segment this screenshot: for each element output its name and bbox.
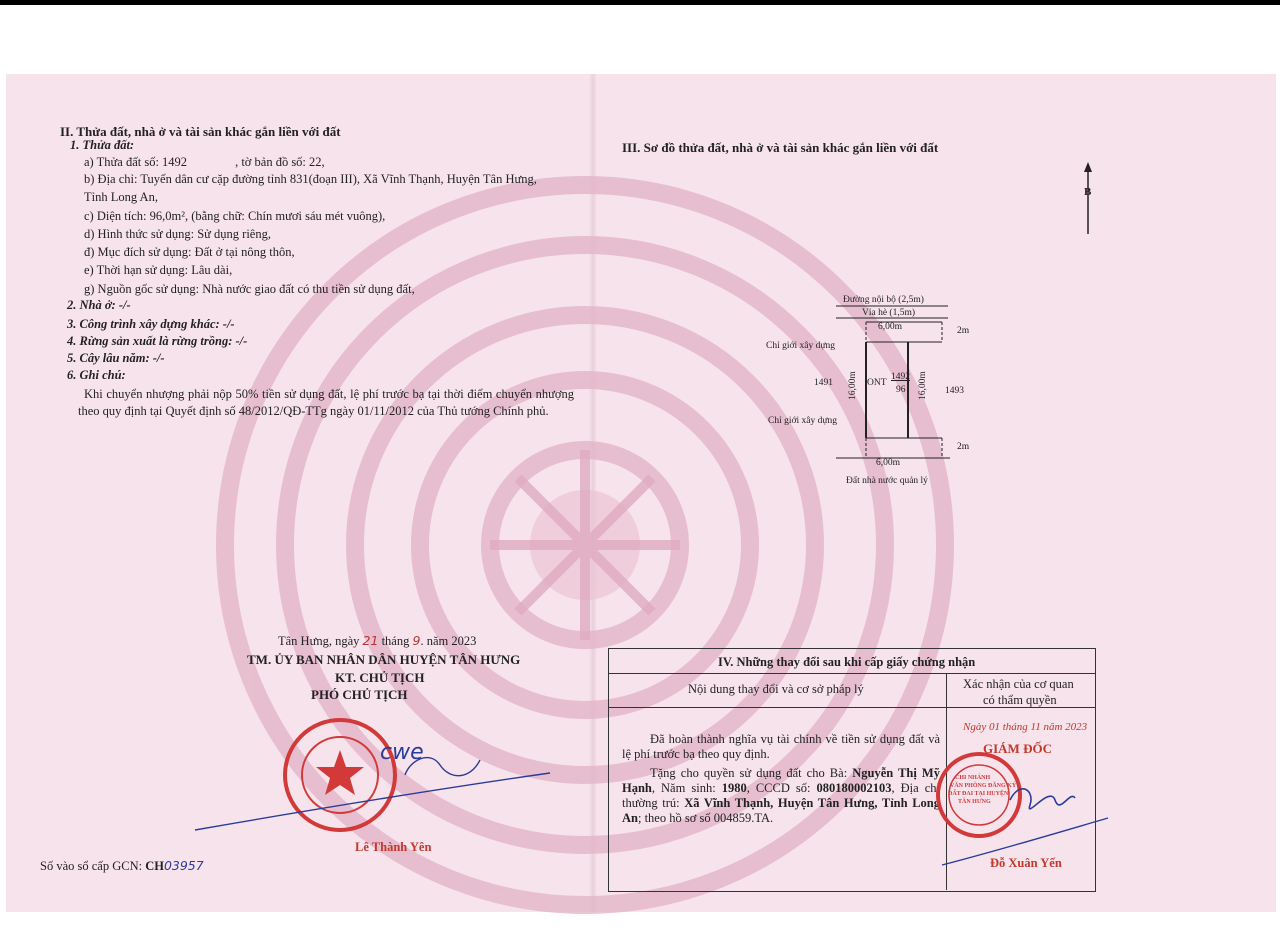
parcel-number — [84, 155, 325, 170]
address-line-1: b) Địa chỉ: Tuyến dân cư cặp đường tỉnh 831(đoạn III), Xã Vĩnh Thạnh, Huyện Tân Hưng, — [84, 172, 537, 186]
recipient-address: Xã Vĩnh Thạnh, Huyện Tân Hưng, Tỉnh Long An — [622, 796, 940, 825]
notes-body: Khi chuyển nhượng phải nộp 50% tiền sử dụng đất, lệ phí trước bạ tại thời điểm chuyển nhượng theo quy định tại Quyết định số 48/2012/QĐ-TTg ngày 01/11/2012 của Thủ tướng Chính phủ. — [78, 387, 574, 418]
map-sheet-number: , tờ bản đồ số: 22, — [235, 155, 325, 169]
registry-number — [40, 858, 204, 874]
change-text-2: , Năm sinh: — [651, 781, 722, 795]
registry-digits: 03957 — [163, 858, 204, 873]
center-fold — [589, 74, 597, 912]
left-signer-name: Lê Thành Yên — [355, 840, 432, 854]
issue-date — [278, 633, 476, 649]
section-ii-title: II. Thửa đất, nhà ở và tài sản khác gắn liền với đất — [60, 124, 341, 139]
confirm-signer: Đỗ Xuân Yến — [990, 856, 1062, 870]
date-suffix: . năm 2023 — [420, 634, 477, 648]
top-width: 6,00m — [878, 322, 903, 332]
change-text-1: Tặng cho quyền sử dụng đất cho Bà: — [650, 766, 853, 780]
house-item: 2. Nhà ở: -/- — [67, 298, 131, 312]
section-iv-col1: Nội dung thay đổi và cơ sở pháp lý — [688, 682, 864, 696]
left-signature-stroke-icon — [190, 735, 560, 835]
right-length: 16,00m — [918, 371, 928, 400]
parcel-num: 1492 — [891, 372, 910, 382]
date-day: 21 — [362, 633, 379, 648]
confirm-title: GIÁM ĐỐC — [983, 741, 1052, 756]
registry-prefix: CH — [145, 859, 164, 873]
parcel-heading: 1. Thửa đất: — [70, 138, 135, 152]
land-code: ONT — [867, 378, 887, 388]
build-line-bottom: Chỉ giới xây dựng — [768, 416, 838, 426]
change-paragraph-2 — [622, 766, 940, 826]
state-land-label: Đất nhà nước quản lý — [846, 476, 928, 486]
usage-form: d) Hình thức sử dụng: Sử dụng riêng, — [84, 227, 271, 241]
top-black-edge — [0, 0, 1280, 5]
confirm-date: Ngày 01 tháng 11 năm 2023 — [963, 721, 1088, 733]
recipient-name: Nguyễn Thị Mỹ Hạnh — [622, 766, 940, 795]
construction-item: 3. Công trình xây dựng khác: -/- — [67, 317, 235, 331]
right-signature-icon — [940, 760, 1110, 870]
build-line-top: Chỉ giới xây dựng — [766, 341, 836, 351]
change-text-4: , Địa chỉ thường trú: — [622, 781, 940, 810]
stamp-right-line2: VĂN PHÒNG ĐĂNG KÝ — [950, 783, 1017, 789]
address-line-2: Tỉnh Long An, — [84, 190, 158, 204]
id-number: 080180002103 — [816, 781, 892, 795]
birth-year: 1980 — [721, 781, 747, 795]
usage-term: e) Thời hạn sử dụng: Lâu dài, — [84, 263, 233, 277]
kt-title: KT. CHỦ TỊCH — [335, 670, 425, 685]
date-month: 9 — [412, 633, 421, 648]
left-signature: cwe — [380, 740, 424, 765]
date-prefix: Tân Hưng, ngày — [278, 634, 360, 648]
sidewalk-label: Vỉa hè (1,5m) — [862, 308, 916, 318]
parcel-area: 96 — [896, 385, 906, 395]
neighbor-left: 1491 — [814, 378, 833, 388]
vice-chair-title: PHÓ CHỦ TỊCH — [311, 687, 408, 702]
north-label: B — [1084, 186, 1092, 198]
usage-origin: g) Nguồn gốc sử dụng: Nhà nước giao đất có thu tiền sử dụng đất, — [84, 282, 415, 296]
left-length: 16,00m — [848, 371, 858, 400]
neighbor-right: 1493 — [945, 386, 964, 396]
stamp-right-line1: CHI NHÁNH — [955, 775, 991, 781]
bottom-width: 6,00m — [876, 458, 901, 468]
section-iv-title: IV. Những thay đổi sau khi cấp giấy chứng nhận — [718, 655, 976, 669]
date-mid: tháng — [381, 634, 410, 648]
setback-top: 2m — [957, 326, 970, 336]
section-iv-col2-line1: Xác nhận của cơ quan — [963, 677, 1074, 691]
usage-purpose: đ) Mục đích sử dụng: Đất ở tại nông thôn, — [84, 245, 295, 259]
trees-item: 5. Cây lâu năm: -/- — [67, 351, 165, 365]
stamp-right-line3: ĐẤT ĐAI TẠI HUYỆN — [948, 791, 1009, 797]
parcel-number-prefix: a) Thửa đất số: 1492 — [84, 155, 188, 169]
section-iii-title: III. Sơ đồ thửa đất, nhà ở và tài sản khác gắn liền với đất — [622, 140, 939, 155]
change-text-3: , CCCD số: — [746, 781, 817, 795]
stamp-right-line4: TÂN HƯNG — [958, 799, 991, 805]
notes-heading: 6. Ghi chú: — [67, 368, 126, 382]
forest-item: 4. Rừng sản xuất là rừng trồng: -/- — [67, 334, 248, 348]
road-label: Đường nội bộ (2,5m) — [843, 295, 924, 305]
registry-label: Số vào sổ cấp GCN: — [40, 859, 143, 873]
change-text-5: ; theo hồ sơ số 004859.TA. — [637, 811, 774, 825]
area: c) Diện tích: 96,0m², (bằng chữ: Chín mươi sáu mét vuông), — [84, 209, 386, 223]
issuing-org: TM. ỦY BAN NHÂN DÂN HUYỆN TÂN HƯNG — [247, 652, 521, 667]
north-arrow-icon — [1078, 160, 1098, 240]
change-paragraph-1: Đã hoàn thành nghĩa vụ tài chính về tiền sử dụng đất và lệ phí trước bạ theo quy định. — [622, 732, 940, 761]
setback-bottom: 2m — [957, 442, 970, 452]
section-iv-col2-line2: có thẩm quyền — [983, 693, 1057, 707]
